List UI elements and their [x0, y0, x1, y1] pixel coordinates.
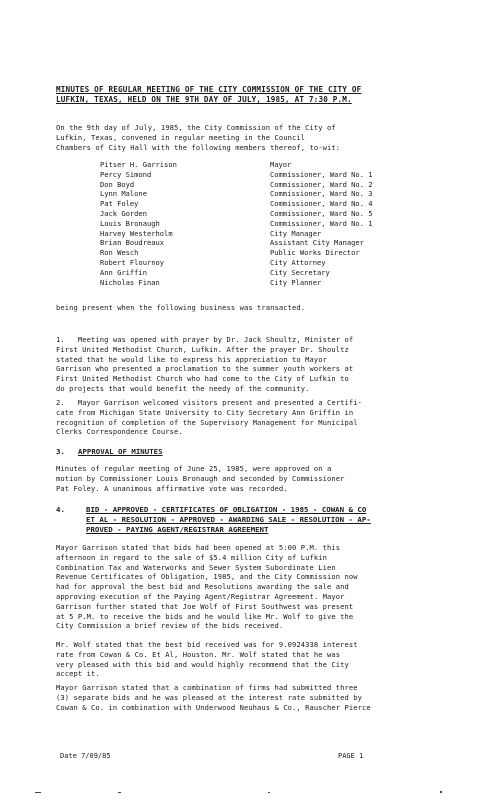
member-name: Nicholas Finan [100, 277, 160, 287]
roster-row [100, 199, 440, 209]
roster-row [100, 170, 440, 180]
member-name: Percy Simond [100, 169, 152, 179]
item-3-paragraph: Minutes of regular meeting of June 25, 1985, were approved on a motion by Commissioner Louis Bronaugh and seconded by Commissioner Pat Foley. A unanimous affirmative vote was recorded. [56, 464, 345, 493]
item-4-paragraph-3: Mayor Garrison stated that a combination of firms had submitted three (3) separate bids and he was pleased at the interest rate submitted by Cowan & Co. in combination with Underwood Neuhaus & Co., Rauscher Pierce [56, 683, 371, 712]
item-1-paragraph: 1. Meeting was opened with prayer by Dr. Jack Shoultz, Minister of First United Methodist Church, Lufkin. After the prayer Dr. Shoultz stated that he would like to express his appreciation to Mayor Garrison who presented a proclamation to the summer youth workers at First United Methodist Church who had come to the City of Lufkin to do projects that would benefit the needy of the community. [56, 335, 354, 393]
attendance-roster [100, 160, 440, 287]
member-title: City Planner [270, 277, 322, 287]
roster-row [100, 229, 440, 239]
member-name: Ron Wesch [100, 248, 139, 258]
member-title: Commissioner, Ward No. 3 [270, 189, 373, 199]
member-title: City Attorney [270, 257, 326, 267]
member-name: Don Boyd [100, 179, 135, 189]
member-title: City Manager [270, 228, 322, 238]
scan-speck [268, 792, 270, 793]
member-title: Commissioner, Ward No. 1 [270, 218, 373, 228]
item-3-number: 3. [56, 447, 65, 456]
being-present-line: being present when the following business was transacted. [56, 303, 306, 312]
member-name: Robert Flournoy [100, 257, 165, 267]
roster-row [100, 268, 440, 278]
roster-row [100, 278, 440, 288]
intro-paragraph: On the 9th day of July, 1985, the City Commission of the City of Lufkin, Texas, convened in regular meeting in the Council Chambers of City Hall with the following members thereof, to-wit: [56, 123, 341, 152]
footer-date: Date 7/09/85 [60, 752, 111, 760]
member-title: Commissioner, Ward No. 5 [270, 208, 373, 218]
member-name: Ann Griffin [100, 267, 147, 277]
roster-row [100, 180, 440, 190]
member-title: Assistant City Manager [270, 238, 364, 248]
item-4-paragraph-1: Mayor Garrison stated that bids had been opened at 5:00 P.M. this afternoon in regard to the sale of $5.4 million City of Lufkin Combination Tax and Waterworks and Sewer System Subordinate Lien Revenue Certificates of Obligation, 1985, and the City Commission now had for approval the best bid and Resolutions awarding the sale and approving execution of the Paying Agent/Registrar Agreement. Mayor Garrison further stated that Joe Wolf of First Southwest was present at 5 P.M. to receive the bids and he would like Mr. Wolf to give the City Commission a brief review of the bids received. [56, 543, 358, 631]
scan-speck [118, 792, 121, 793]
member-name: Harvey Westerholm [100, 228, 173, 238]
roster-row [100, 248, 440, 258]
member-title: City Secretary [270, 267, 330, 277]
member-name: Pat Foley [100, 199, 139, 209]
scan-speck [35, 792, 41, 793]
roster-row [100, 189, 440, 199]
item-3-heading [56, 447, 163, 457]
member-name: Louis Bronaugh [100, 218, 160, 228]
member-name: Pitser H. Garrison [100, 160, 177, 169]
member-name: Lynn Malone [100, 189, 147, 199]
scan-speck [440, 791, 442, 793]
roster-row [100, 219, 440, 229]
member-title: Commissioner, Ward No. 2 [270, 179, 373, 189]
roster-row [100, 209, 440, 219]
member-title: Mayor [270, 160, 292, 169]
roster-row [100, 160, 440, 170]
item-3-heading-text: APPROVAL OF MINUTES [78, 447, 163, 456]
member-title: Commissioner, Ward No. 1 [270, 169, 373, 179]
item-4-heading-text: BID - APPROVED - CERTIFICATES OF OBLIGATION - 1985 - COWAN & CO ET AL - RESOLUTION - APPROVED - AWARDING SALE - RESOLUTION - AP- PROVED - PAYING AGENT/REGISTRAR AGREEMENT [86, 505, 371, 534]
member-title: Public Works Director [270, 248, 360, 258]
item-4-number: 4. [56, 505, 65, 514]
item-4-paragraph-2: Mr. Wolf stated that the best bid received was for 9.0924338 interest rate from Cowan & Co. Et Al, Houston. Mr. Wolf stated that he was very pleased with this bid and would highly recommend that the City accept it. [56, 640, 358, 679]
member-name: Jack Gorden [100, 208, 147, 218]
document-title: MINUTES OF REGULAR MEETING OF THE CITY COMMISSION OF THE CITY OF LUFKIN, TEXAS, HELD ON THE 9TH DAY OF JULY, 1985, AT 7:30 P.M. [56, 85, 362, 104]
roster-row [100, 238, 440, 248]
item-2-paragraph: 2. Mayor Garrison welcomed visitors present and presented a Certifi- cate from Michigan State University to City Secretary Ann Griffin in recognition of completion of the Supervisory Management for Municipal Clerks Correspondence Course. [56, 398, 362, 437]
member-title: Commissioner, Ward No. 4 [270, 199, 373, 209]
member-name: Brian Boudreaux [100, 238, 165, 248]
footer-page-number: PAGE 1 [338, 752, 364, 760]
roster-row [100, 258, 440, 268]
